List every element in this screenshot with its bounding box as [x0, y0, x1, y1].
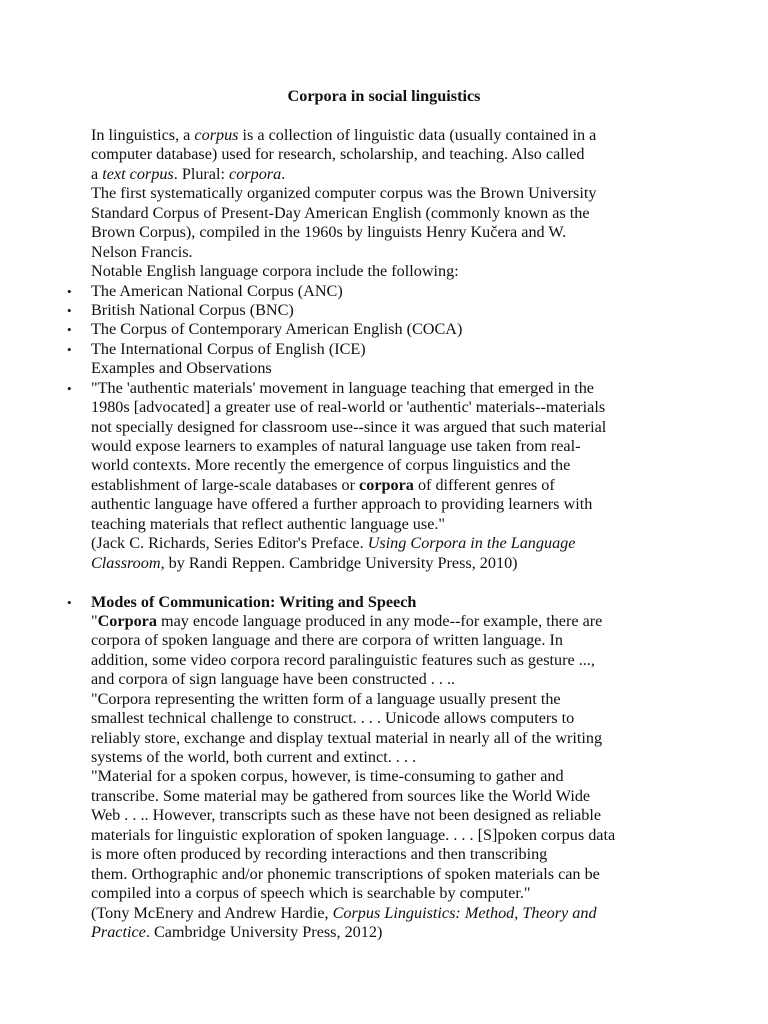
- citation-title: Corpus Linguistics: Method, Theory and: [332, 903, 597, 922]
- examples-heading: Examples and Observations: [91, 359, 272, 378]
- section2-citation: [91, 923, 647, 942]
- quote1-line: world contexts. More recently the emergence of corpus linguistics and the: [91, 456, 571, 475]
- citation-title: Using Corpora in the Language: [367, 534, 576, 553]
- section2-heading: [91, 593, 647, 612]
- intro-text: a: [91, 164, 103, 183]
- quote1-line: • "The 'authentic materials' movement in language teaching that emerged in the: [91, 379, 647, 398]
- corpus-list-item: • The International Corpus of English (ICE): [91, 340, 647, 359]
- quote1-citation: [91, 554, 647, 573]
- intro-term: text corpus: [102, 164, 174, 183]
- history-line: The first systematically organized computer corpus was the Brown University: [91, 184, 597, 203]
- citation-text: (Jack C. Richards, Series Editor's Preface.: [91, 534, 368, 553]
- intro-text: . Plural:: [173, 164, 230, 183]
- intro-text: .: [281, 164, 286, 183]
- quote1-line: authentic language have offered a further approach to providing learners with: [91, 495, 593, 514]
- document-title: Corpora in social linguistics: [287, 87, 481, 105]
- citation-text: , by Randi Reppen. Cambridge University Press, 2010): [160, 553, 518, 572]
- history-line: Standard Corpus of Present-Day American English (commonly known as the: [91, 203, 590, 222]
- section2-bold: Corpora: [97, 611, 157, 630]
- intro-term: corpus: [194, 126, 239, 144]
- intro-text: In linguistics, a: [91, 126, 195, 144]
- quote1-text: establishment of large-scale databases or: [91, 475, 360, 494]
- intro-line: computer database) used for research, scholarship, and teaching. Also called: [91, 145, 585, 164]
- section2-line: materials for linguistic exploration of spoken language. . . . [S]poken corpus data: [91, 825, 616, 844]
- section2-line: them. Orthographic and/or phonemic transcriptions of spoken materials can be: [91, 864, 600, 883]
- quote1-line: 1980s [advocated] a greater use of real-world or 'authentic' materials--materials: [91, 398, 606, 417]
- citation-title: Practice: [91, 922, 146, 941]
- section2-heading-text: Modes of Communication: Writing and Speech: [91, 592, 417, 611]
- corpus-list-item: • The Corpus of Contemporary American English (COCA): [91, 320, 647, 339]
- document-body: [91, 126, 647, 942]
- section2-line: [91, 612, 647, 631]
- intro-term: corpora: [229, 164, 282, 183]
- section2-citation: [91, 904, 647, 923]
- quote1-line: teaching materials that reflect authentic language use.": [91, 514, 446, 533]
- section2-line: reliably store, exchange and display textual material in nearly all of the writing: [91, 728, 603, 747]
- history-line: Brown Corpus), compiled in the 1960s by linguists Henry Kučera and W.: [91, 223, 567, 242]
- quote1-line: would expose learners to examples of natural language use taken from real-: [91, 437, 581, 455]
- section2-line: Web . . .. However, transcripts such as these have not been designed as reliable: [91, 806, 602, 825]
- section2-line: compiled into a corpus of speech which is searchable by computer.": [91, 884, 531, 903]
- section2-text: may encode language produced in any mode--for example, there are: [156, 611, 603, 630]
- quote1-bold: corpora: [359, 475, 414, 494]
- section2-line: addition, some video corpora record paralinguistic features such as gesture ...,: [91, 650, 595, 669]
- section2-line: corpora of spoken language and there are corpora of written language. In: [91, 631, 563, 650]
- notable-heading: Notable English language corpora include the following:: [91, 262, 459, 281]
- citation-text: (Tony McEnery and Andrew Hardie,: [91, 903, 333, 922]
- section2-line: systems of the world, both current and extinct. . . .: [91, 748, 417, 766]
- section2-text: ": [91, 611, 98, 630]
- section2-line: transcribe. Some material may be gathered from sources like the World Wide: [91, 786, 591, 805]
- quote1-text: of different genres of: [413, 475, 555, 494]
- section2-line: "Material for a spoken corpus, however, is time-consuming to gather and: [91, 767, 564, 786]
- intro-line: [91, 165, 647, 184]
- corpus-list-item: • The American National Corpus (ANC): [91, 282, 647, 301]
- section2-line: smallest technical challenge to construct. . . . Unicode allows computers to: [91, 709, 575, 728]
- quote1-citation: [91, 534, 647, 553]
- section2-line: is more often produced by recording interactions and then transcribing: [91, 845, 548, 864]
- section2-line: "Corpora representing the written form of a language usually present the: [91, 689, 561, 708]
- citation-title: Classroom: [91, 553, 161, 572]
- intro-line: [91, 126, 647, 145]
- intro-text: is a collection of linguistic data (usually contained in a: [238, 126, 597, 144]
- paragraph-gap: [91, 573, 647, 592]
- citation-text: . Cambridge University Press, 2012): [145, 922, 383, 941]
- history-line: Nelson Francis.: [91, 242, 193, 261]
- section2-line: and corpora of sign language have been constructed . . ..: [91, 670, 456, 689]
- corpus-list-item: • British National Corpus (BNC): [91, 301, 647, 320]
- quote1-line: [91, 476, 647, 495]
- quote1-line: not specially designed for classroom use--since it was argued that such material: [91, 417, 607, 436]
